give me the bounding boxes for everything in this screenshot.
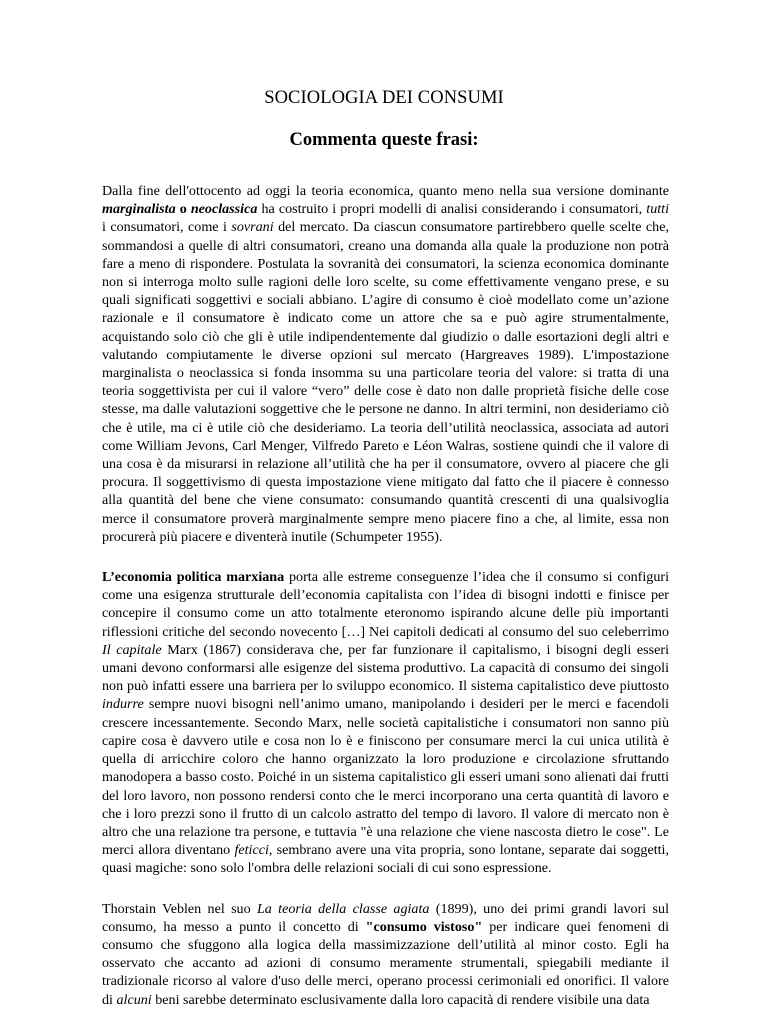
text-run: , sembrano avere una vita propria, sono lontane, separate dai soggetti, quasi magiche: sono solo l'ombra delle relazioni sociali di cui sono espressione. [102,842,669,877]
text-run: tutti [646,201,669,218]
document-body [102,182,669,1031]
text-run: beni sarebbe determinato esclusivamente dalla loro capacità di rendere visibile una data [151,991,650,1008]
text-run: del mercato. Da ciascun consumatore partirebbero quelle scelte che, sommandosi a quelle di altri consumatori, creano una domanda alla quale la produzione non potrà fare a meno di rispondere. Postulata la sovranità dei consumatori, la scienza economica dominante non si interroga molto sulle ragioni delle loro scelte, su come effettivamente vengano prese, e su quali significati soggettivi e sociali abbiano. L’agire di consumo è cioè modellato come un’azione razionale e il consumatore è indicato come un attore che sa e può agire strumentalmente, acquistando solo ciò che gli è utile indipendentemente dal giudizio o dalle esortazioni degli altri e valutando compiutamente le diverse opzioni sul mercato (Hargreaves 1989). L'impostazione marginalista o neoclassica si fonda insomma su una particolare teoria del valore: si tratta di una teoria soggettivista per cui il valore “vero” delle cose è dato non dalle proprietà fisiche delle cose stesse, ma dalle valutazioni soggettive che le persone ne danno. In altri termini, non desideriamo ciò che è utile, ma ci è utile ciò che desideriamo. La teoria dell’utilità neoclassica, associata ad autori come William Jevons, Carl Menger, Vilfredo Pareto e Léon Walras, sostiene quindi che il valore di una cosa è da misurarsi in relazione all’utilità che ha per il consumatore, ovvero al piacere che gli procura. Il soggettivismo di questa impostazione viene mitigato dal fatto che il piacere è connesso alla quantità del bene che viene consumato: consumando quantità crescenti di una qualsivoglia merce il consumatore proverà marginalmente sempre meno piacere fino a che, al limite, essa non procurerà più piacere e diventerà inutile (Schumpeter 1955). [102,219,669,545]
paragraph-marxiana [102,568,669,877]
text-run: Marx (1867) considerava che, per far funzionare il capitalismo, i bisogni degli esseri umani devono conformarsi alle esigenze del sistema produttivo. La capacità di consumo dei singoli non può infatti essere una barriera per lo sviluppo economico. Il sistema capitalistico deve piuttosto [102,641,669,695]
text-run: sovrani [231,219,274,236]
text-run: marginalista [102,201,176,218]
text-run: Thorstain Veblen nel suo [102,900,257,917]
paragraph-marginalista [102,182,669,546]
text-run: indurre [102,696,144,713]
text-run: Il capitale [102,641,162,658]
text-run: feticci [234,842,269,859]
text-run: L’economia politica marxiana [102,569,285,586]
text-run: ha costruito i propri modelli di analisi considerando i consumatori, [257,201,647,218]
text-run: per indicare quei fenomeni di consumo che sfuggono alla logica della massimizzazione dell’utilità al minor costo. Egli ha osservato che accanto ad azioni di consumo meramente strumentali, spiegabili mediante il tradizionale ricorso al valore d'uso delle merci, operano processi cerimoniali ed onorifici. Il valore di [102,918,670,1008]
text-run: alcuni [116,991,152,1008]
text-run: neoclassica [190,201,258,218]
document-title: SOCIOLOGIA DEI CONSUMI [264,88,504,108]
text-run: "consumo vistoso" [365,918,483,935]
text-run: Dalla fine dell'ottocento ad oggi la teoria economica, quanto meno nella sua versione dominante [102,183,669,199]
text-run: La teoria della classe agiata [256,900,430,917]
paragraph-veblen [102,900,669,1009]
text-run: (1899), uno dei primi grandi lavori sul consumo, ha messo a punto il concetto di [102,900,669,935]
text-run: o [175,201,191,218]
document-subtitle: Commenta queste frasi: [289,130,479,150]
text-run: sempre nuovi bisogni nell’animo umano, manipolando i desideri per le merci e facendoli crescere incessantemente. Secondo Marx, nelle società capitalistiche i consumatori non sanno più capire cosa è davvero utile e cosa non lo è e finiscono per consumare merci la cui unica utilità è quella di arricchire coloro che hanno organizzato la loro produzione e circolazione sfruttando manodopera a basso costo. Poiché in un sistema capitalistico gli esseri umani sono alienati dai frutti del loro lavoro, non possono rendersi conto che le merci incorporano una certa quantità di lavoro e che i loro prezzi sono il frutto di un calcolo astratto del tempo di lavoro. Il valore di mercato non è altro che una relazione tra persone, e tuttavia "è una relazione che viene nascosta dietro le cose". Le merci allora diventano [102,696,669,859]
text-run: i consumatori, come i [102,219,232,236]
text-run: porta alle estreme conseguenze l’idea che il consumo si configuri come una esigenza strutturale dell’economia capitalista con l’idea di bisogni indotti e finisce per concepire il consumo come un atto totalmente eteronomo ispirando alcune delle più importanti riflessioni critiche del secondo novecento […] Nei capitoli dedicati al consumo del suo celeberrimo [102,569,669,640]
